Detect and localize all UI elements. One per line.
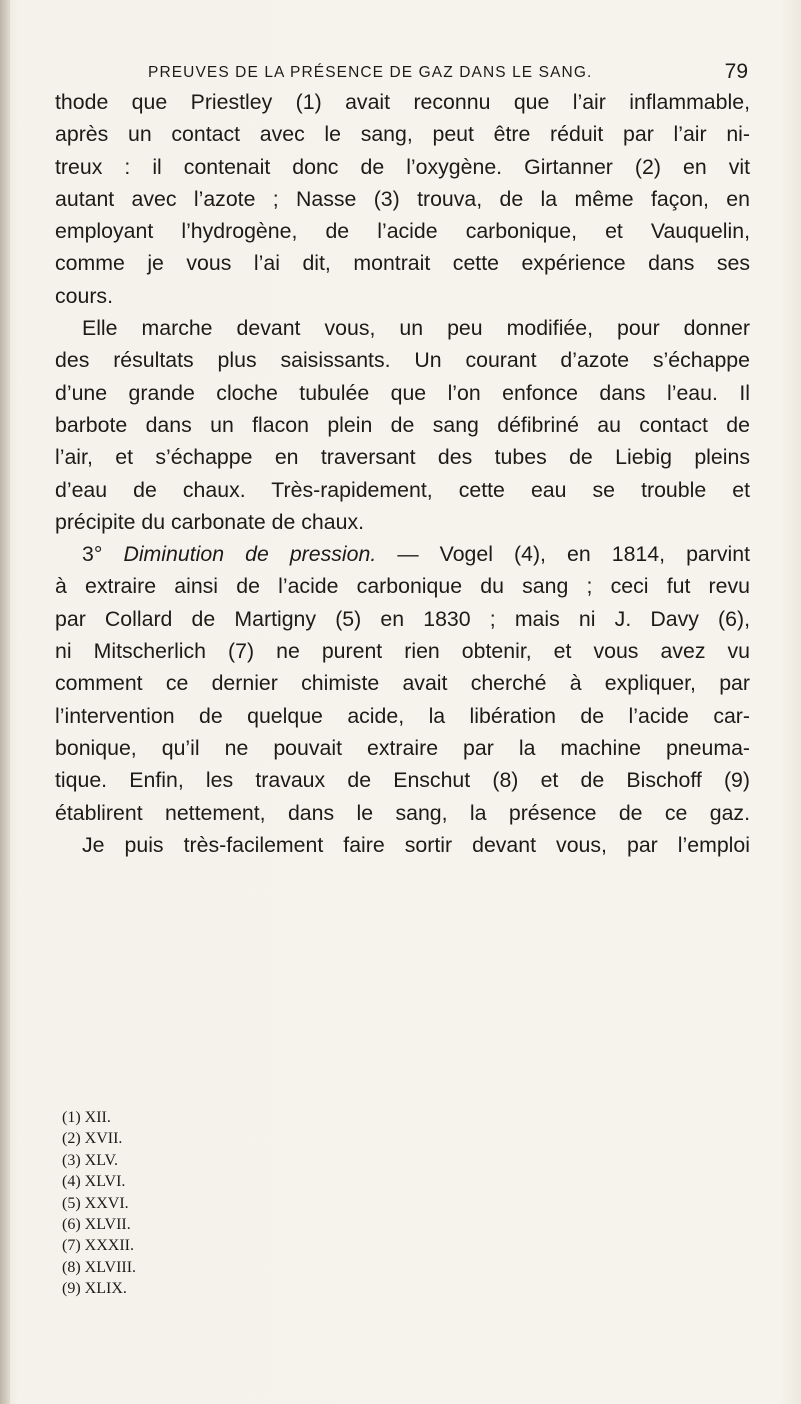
footnote: (5) XXVI.	[62, 1194, 129, 1212]
text-line: des résultats plus saisissants. Un courant d’azote s’échappe	[55, 348, 750, 373]
footnote: (1) XII.	[62, 1109, 111, 1126]
running-title: PREUVES DE LA PRÉSENCE DE GAZ DANS LE SANG.	[148, 64, 593, 81]
section-title: Diminution de pression.	[123, 542, 377, 567]
section-heading-line	[55, 538, 750, 570]
footnote: (6) XLVII.	[62, 1216, 131, 1234]
footnote: (7) XXXII.	[62, 1237, 134, 1255]
text-line: l’air, et s’échappe en traversant des tubes de Liebig pleins	[55, 445, 750, 470]
footnote: (8) XLVIII.	[62, 1258, 137, 1276]
page-number: 79	[724, 60, 748, 83]
text-line: cours.	[55, 283, 113, 308]
text-line: employant l’hydrogène, de l’acide carbonique, et Vauquelin,	[55, 219, 750, 244]
page-header	[148, 60, 748, 88]
text-line: d’une grande cloche tubulée que l’on enfonce dans l’eau. Il	[55, 380, 750, 405]
text-line: précipite du carbonate de chaux.	[55, 509, 365, 534]
text-line: ni Mitscherlich (7) ne purent rien obtenir, et vous avez vu	[55, 639, 750, 664]
page-binding-edge	[0, 0, 10, 1404]
text-line: comme je vous l’ai dit, montrait cette expérience dans ses	[55, 251, 750, 276]
text-line: par Collard de Martigny (5) en 1830 ; mais ni J. Davy (6),	[55, 606, 750, 631]
text-line: bonique, qu’il ne pouvait extraire par la machine pneuma-	[55, 735, 750, 760]
footnote: (3) XLV.	[62, 1151, 119, 1169]
text-line: l’intervention de quelque acide, la libération de l’acide car-	[55, 703, 750, 728]
text-line: thode que Priestley (1) avait reconnu que l’air inflammable,	[55, 90, 750, 114]
text-line: à extraire ainsi de l’acide carbonique du sang ; ceci fut revu	[55, 574, 750, 599]
text-line: barbote dans un flacon plein de sang défibriné au contact de	[55, 412, 750, 437]
text-line: tique. Enfin, les travaux de Enschut (8) et de Bischoff (9)	[55, 768, 750, 793]
text-line: établirent nettement, dans le sang, la présence de ce gaz.	[55, 800, 750, 825]
section-number: 3°	[82, 542, 103, 567]
section-line-rest: — Vogel (4), en 1814, parvint	[376, 542, 751, 567]
body-text	[55, 86, 750, 861]
text-line: comment ce dernier chimiste avait cherché à expliquer, par	[55, 671, 750, 696]
footnote: (4) XLVI.	[62, 1173, 126, 1191]
text-line: treux : il contenait donc de l’oxygène. Girtanner (2) en vit	[55, 154, 750, 179]
text-line: après un contact avec le sang, peut être réduit par l’air ni-	[55, 122, 750, 147]
footnote: (2) XVII.	[62, 1130, 123, 1148]
footnotes	[62, 1107, 136, 1300]
text-line: Elle marche devant vous, un peu modifiée, pour donner	[82, 316, 750, 341]
text-line: Je puis très-facilement faire sortir devant vous, par l’emploi	[82, 832, 750, 857]
text-line: d’eau de chaux. Très-rapidement, cette eau se trouble et	[55, 477, 750, 502]
text-line: autant avec l’azote ; Nasse (3) trouva, de la même façon, en	[55, 186, 750, 211]
footnote: (9) XLIX.	[62, 1280, 127, 1298]
